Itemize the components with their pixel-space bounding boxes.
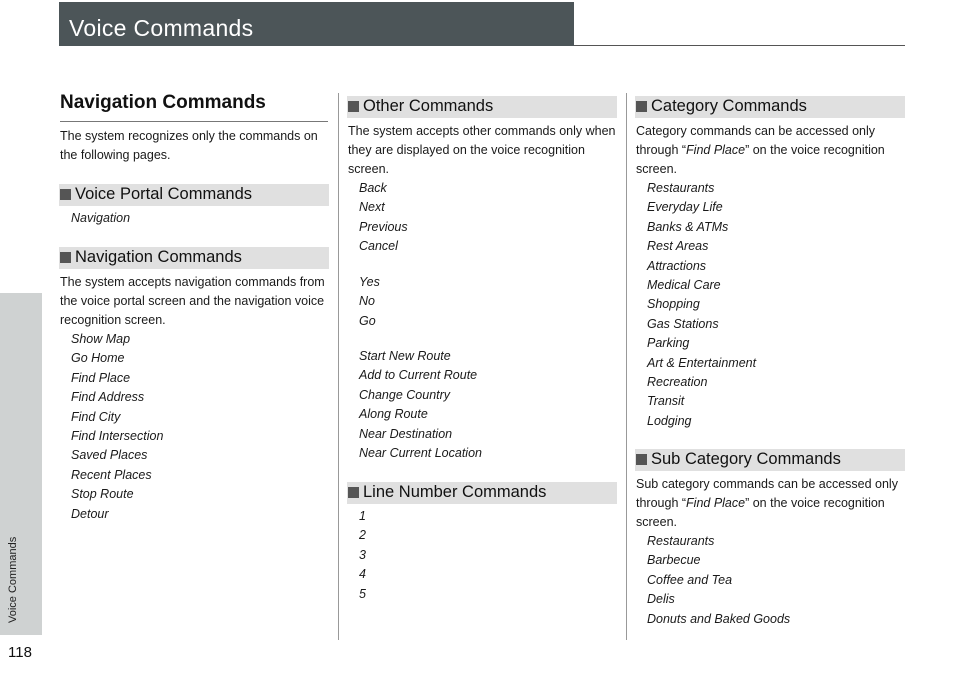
list-item: Shopping bbox=[647, 297, 700, 312]
subsection-header bbox=[59, 184, 329, 206]
list-item: Barbecue bbox=[647, 553, 701, 568]
list-item: Gas Stations bbox=[647, 316, 719, 331]
list-item: Near Destination bbox=[359, 426, 453, 441]
square-bullet-icon bbox=[60, 252, 71, 263]
list-item: 1 bbox=[359, 509, 366, 523]
list-item: Stop Route bbox=[71, 487, 134, 502]
square-bullet-icon bbox=[636, 454, 647, 465]
subsection-header bbox=[347, 96, 617, 118]
intro-text-part: Category commands can be accessed only through “ bbox=[636, 124, 876, 157]
subsection-header bbox=[635, 449, 905, 471]
list-item: Attractions bbox=[647, 258, 707, 273]
other-list-1 bbox=[359, 179, 408, 257]
intro-text-part: ” on the voice recognition screen. bbox=[636, 496, 885, 529]
subsection-title: Voice Portal Commands bbox=[75, 185, 252, 203]
title-rule bbox=[574, 45, 905, 46]
subsection-title: Navigation Commands bbox=[75, 248, 242, 266]
other-intro: The system accepts other commands only when they are displayed on the voice recognition screen. bbox=[348, 124, 616, 176]
intro-text-part: ” on the voice recognition screen. bbox=[636, 143, 885, 176]
list-item: Medical Care bbox=[647, 277, 721, 292]
list-item: Banks & ATMs bbox=[647, 219, 729, 234]
list-item: 5 bbox=[359, 586, 366, 601]
list-item: Lodging bbox=[647, 413, 692, 428]
list-item: Go Home bbox=[71, 351, 125, 366]
line-number-list bbox=[359, 507, 366, 604]
sub-category-intro bbox=[636, 475, 904, 532]
page-number: 118 bbox=[8, 644, 32, 661]
square-bullet-icon bbox=[60, 189, 71, 200]
navigation-intro: The system accepts navigation commands from the voice portal screen and the navigation voice recognition screen. bbox=[60, 275, 325, 327]
list-item: Navigation bbox=[71, 211, 131, 225]
list-item: 4 bbox=[359, 567, 366, 582]
list-item: Start New Route bbox=[359, 349, 451, 363]
section-heading: Navigation Commands bbox=[60, 92, 266, 113]
list-item: No bbox=[359, 294, 375, 309]
list-item: Recent Places bbox=[71, 467, 152, 482]
subsection-title: Category Commands bbox=[651, 97, 807, 115]
category-list bbox=[647, 179, 756, 431]
category-intro bbox=[636, 122, 904, 179]
subsection-header bbox=[347, 482, 617, 504]
list-item: Rest Areas bbox=[647, 239, 709, 254]
voice-portal-list bbox=[71, 209, 130, 228]
list-item: Go bbox=[359, 313, 376, 328]
list-item: Restaurants bbox=[647, 181, 715, 195]
side-tab bbox=[0, 293, 42, 635]
list-item: Next bbox=[359, 200, 385, 215]
column-divider bbox=[338, 93, 339, 640]
list-item: Cancel bbox=[359, 239, 398, 254]
subsection-title: Other Commands bbox=[363, 97, 494, 115]
intro-text-part: Sub category commands can be accessed only through “ bbox=[636, 477, 898, 510]
subsection-header bbox=[635, 96, 905, 118]
list-item: Find Place bbox=[71, 370, 131, 385]
list-item: Change Country bbox=[359, 387, 451, 402]
list-item: Add to Current Route bbox=[359, 368, 478, 383]
find-place-term: Find Place bbox=[686, 143, 746, 157]
list-item: 3 bbox=[359, 547, 366, 562]
list-item: Find Address bbox=[71, 390, 145, 405]
list-item: Art & Entertainment bbox=[647, 355, 757, 370]
list-item: Recreation bbox=[647, 374, 708, 389]
list-item: 2 bbox=[359, 528, 366, 543]
other-list-3 bbox=[359, 347, 482, 463]
square-bullet-icon bbox=[636, 101, 647, 112]
list-item: Saved Places bbox=[71, 448, 148, 463]
subsection-header bbox=[59, 247, 329, 269]
list-item: Find City bbox=[71, 409, 121, 424]
heading-rule bbox=[60, 121, 328, 122]
sub-category-list bbox=[647, 532, 790, 629]
list-item: Near Current Location bbox=[359, 445, 482, 460]
list-item: Yes bbox=[359, 275, 380, 289]
list-item: Everyday Life bbox=[647, 200, 723, 215]
find-place-term: Find Place bbox=[686, 496, 746, 510]
list-item: Parking bbox=[647, 336, 690, 351]
navigation-list bbox=[71, 330, 163, 524]
square-bullet-icon bbox=[348, 487, 359, 498]
side-tab-label: Voice Commands bbox=[7, 536, 19, 623]
list-item: Show Map bbox=[71, 332, 131, 346]
list-item: Along Route bbox=[359, 407, 428, 422]
subsection-title: Sub Category Commands bbox=[651, 450, 841, 468]
list-item: Delis bbox=[647, 592, 675, 607]
intro-text: The system recognizes only the commands on the following pages. bbox=[60, 129, 318, 162]
chapter-title-bar bbox=[59, 2, 574, 46]
list-item: Transit bbox=[647, 394, 685, 409]
chapter-title: Voice Commands bbox=[69, 15, 254, 41]
list-item: Detour bbox=[71, 506, 109, 521]
list-item: Find Intersection bbox=[71, 428, 164, 443]
other-list-2 bbox=[359, 273, 380, 331]
subsection-title: Line Number Commands bbox=[363, 483, 547, 501]
square-bullet-icon bbox=[348, 101, 359, 112]
list-item: Coffee and Tea bbox=[647, 572, 733, 587]
list-item: Back bbox=[359, 181, 387, 195]
column-divider bbox=[626, 93, 627, 640]
list-item: Restaurants bbox=[647, 534, 715, 548]
list-item: Donuts and Baked Goods bbox=[647, 611, 791, 626]
list-item: Previous bbox=[359, 219, 408, 234]
